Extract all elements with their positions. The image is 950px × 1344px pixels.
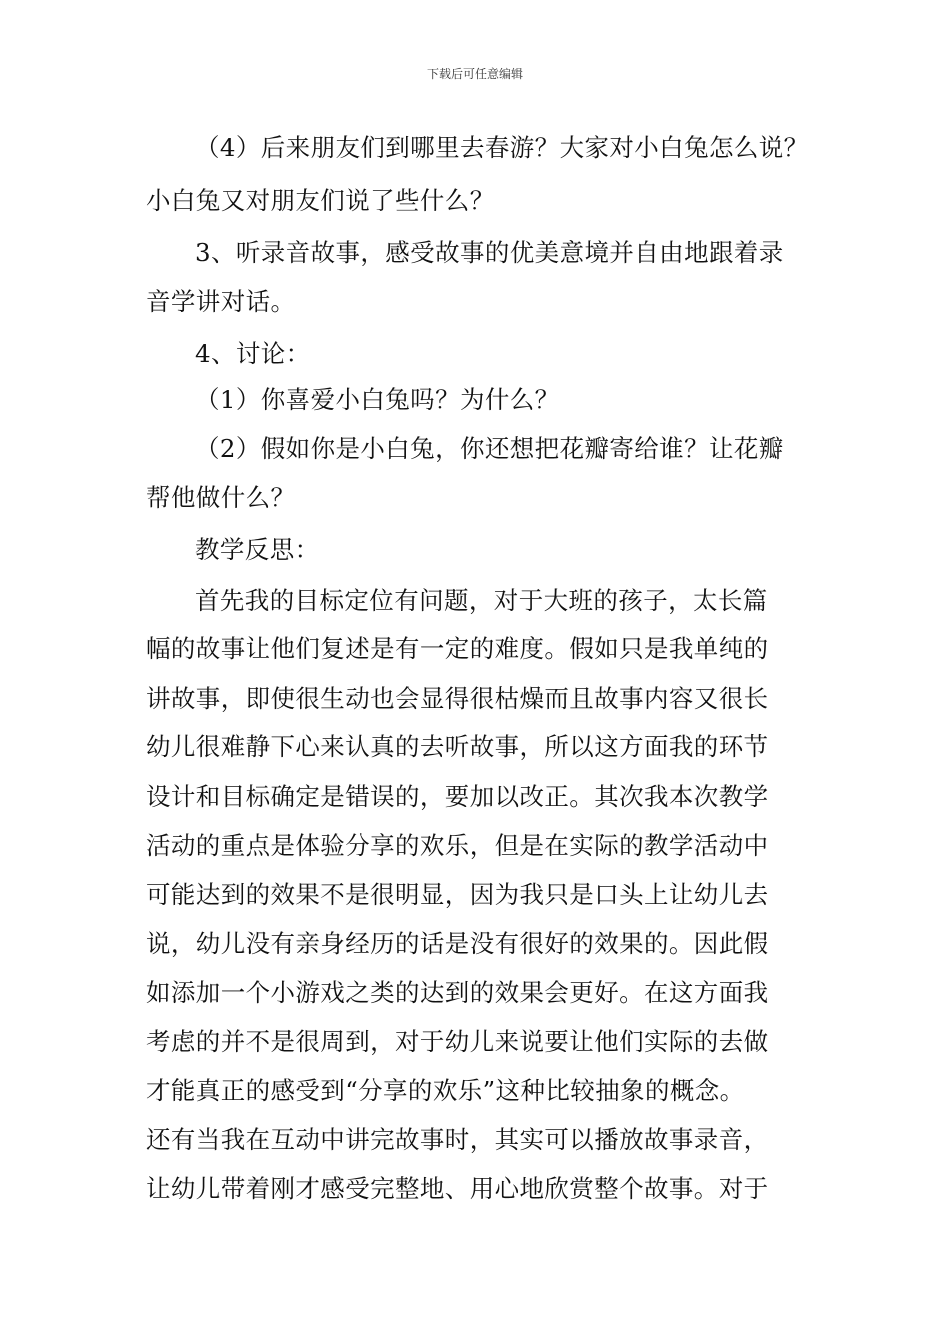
text-line: 考虑的并不是很周到，对于幼儿来说要让他们实际的去做 (146, 1027, 769, 1056)
section-heading: 教学反思： (195, 535, 320, 564)
text-line: 让幼儿带着刚才感受完整地、用心地欣赏整个故事。对于 (146, 1174, 769, 1203)
text-line: 设计和目标确定是错误的，要加以改正。其次我本次教学 (146, 782, 769, 811)
text-line: 活动的重点是体验分享的欢乐，但是在实际的教学活动中 (146, 831, 769, 860)
text-line: 可能达到的效果不是很明显，因为我只是口头上让幼儿去 (146, 880, 769, 909)
text-line: 如添加一个小游戏之类的达到的效果会更好。在这方面我 (146, 978, 769, 1007)
page-header: 下载后可任意编辑 (426, 67, 523, 81)
text-line: 3、听录音故事，感受故事的优美意境并自由地跟着录 (195, 238, 784, 267)
text-line: 讲故事，即使很生动也会显得很枯燥而且故事内容又很长 (146, 684, 769, 713)
text-line: 帮他做什么？ (146, 483, 296, 512)
text-line: 才能真正的感受到“分享的欢乐”这种比较抽象的概念。 (146, 1076, 745, 1105)
text-line: 首先我的目标定位有问题，对于大班的孩子，太长篇 (195, 586, 768, 615)
text-line: 4、讨论： (195, 339, 311, 368)
text-line: （1）你喜爱小白兔吗？为什么？ (195, 385, 560, 414)
text-line: 幼儿很难静下心来认真的去听故事，所以这方面我的环节 (146, 732, 769, 761)
text-line: （2）假如你是小白兔，你还想把花瓣寄给谁？让花瓣 (195, 434, 784, 463)
text-line: （4）后来朋友们到哪里去春游？大家对小白兔怎么说？ (195, 133, 809, 162)
text-line: 幅的故事让他们复述是有一定的难度。假如只是我单纯的 (146, 634, 769, 663)
text-line: 音学讲对话。 (146, 287, 296, 316)
text-line: 还有当我在互动中讲完故事时，其实可以播放故事录音， (146, 1125, 769, 1154)
text-line: 小白兔又对朋友们说了些什么？ (146, 186, 495, 215)
text-line: 说，幼儿没有亲身经历的话是没有很好的效果的。因此假 (146, 929, 769, 958)
